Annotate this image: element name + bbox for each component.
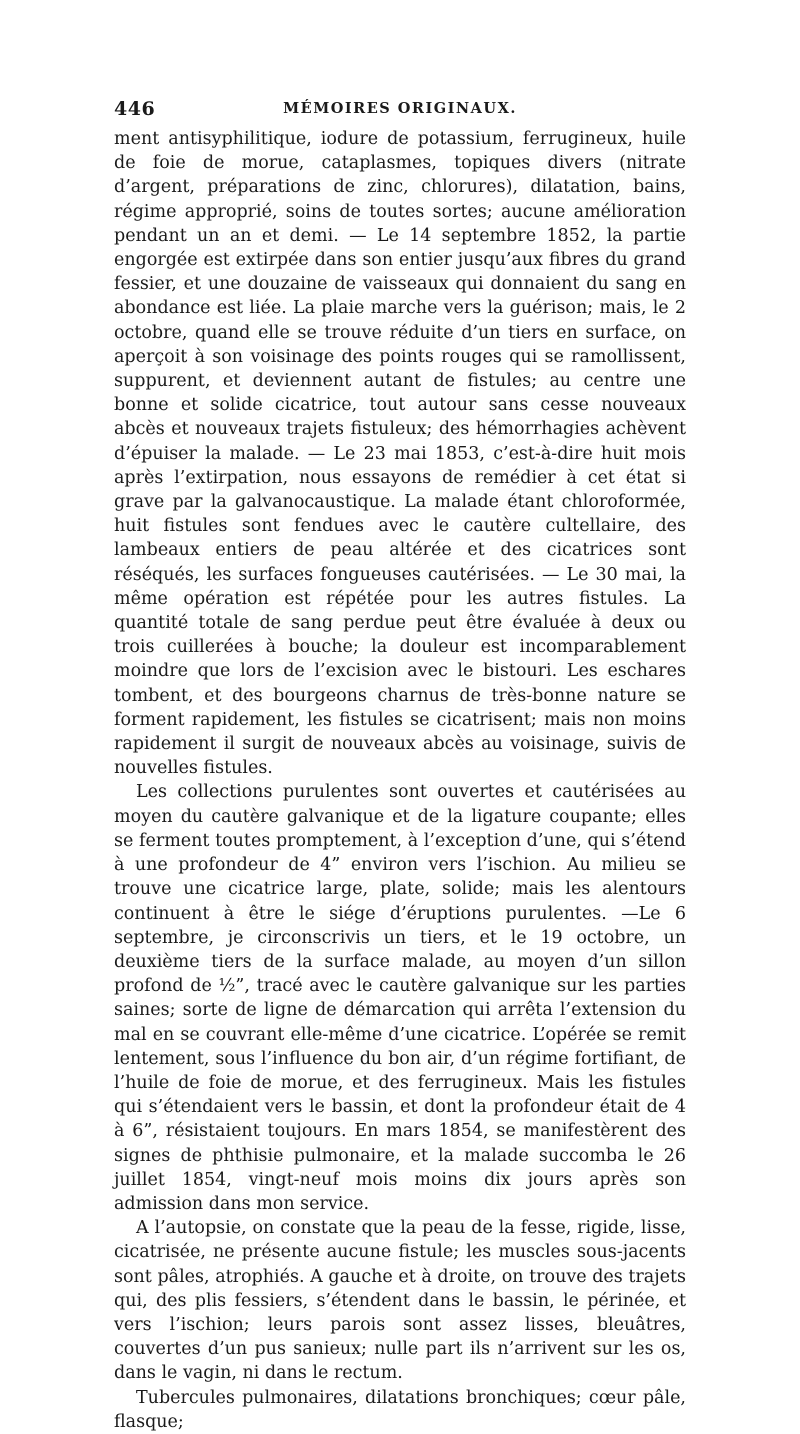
paragraph-tubercules: Tubercules pulmonaires, dilatations bronchiques; cœur pâle, flasque; <box>114 1387 686 1432</box>
paragraph-continuation: ment antisyphilitique, iodure de potassium, ferrugineux, huile de foie de morue, cataplasmes, topiques divers (nitrate d’argent, préparations de zinc, chlorures), dilatation, bains, régime approprié, soins de toutes sortes; aucune amélioration pendant un an et demi. — Le 14 septembre 1852, la partie engorgée est extirpée dans son entier jusqu’aux fibres du grand fessier, et une douzaine de vaisseaux qui donnaient du sang en abondance est liée. La plaie marche vers la guérison; mais, le 2 octobre, quand elle se trouve réduite d’un tiers en surface, on aperçoit à son voisinage des points rouges qui se ramollissent, suppurent, et deviennent autant de fistules; au centre une bonne et solide cicatrice, tout autour sans cesse nouveaux abcès et nouveaux trajets fistuleux; des hémorrhagies achèvent d’épuiser la malade. — Le 23 mai 1853, c’est-à-dire huit mois après l’extirpation, nous essayons de remédier à cet état si grave par la galvanocaustique. La malade étant chloroformée, huit fistules sont fendues avec le cautère cultellaire, des lambeaux entiers de peau altérée et des cicatrices sont réséqués, les surfaces fongueuses cautérisées. — Le 30 mai, la même opération est répétée pour les autres fistules. La quantité totale de sang perdue peut être évaluée à deux ou trois cuillerées à bouche; la douleur est incomparablement moindre que lors de l’excision avec le bistouri. Les eschares tombent, et des bourgeons charnus de très-bonne nature se forment rapidement, les fistules se cicatrisent; mais non moins rapidement il surgit de nouveaux abcès au voisinage, suivis de nouvelles fistules. <box>114 129 686 779</box>
page-header <box>114 98 686 126</box>
paragraph-collections: Les collections purulentes sont ouvertes et cautérisées au moyen du cautère galvanique et de la ligature coupante; elles se ferment toutes promptement, à l’exception d’une, qui s’étend à une profondeur de 4” environ vers l’ischion. Au milieu se trouve une cicatrice large, plate, solide; mais les alentours continuent à être le siége d’éruptions purulentes. —Le 6 septembre, je circonscrivis un tiers, et le 19 octobre, un deuxième tiers de la surface malade, au moyen d’un sillon profond de ½”, tracé avec le cautère galvanique sur les parties saines; sorte de ligne de démarcation qui arrêta l’extension du mal en se couvrant elle-même d’une cicatrice. L’opérée se remit lentement, sous l’influence du bon air, d’un régime fortifiant, de l’huile de foie de morue, et des ferrugineux. Mais les fistules qui s’étendaient vers le bassin, et dont la profondeur était de 4 à 6”, résistaient toujours. En mars 1854, se manifestèrent des signes de phthisie pulmonaire, et la malade succomba le 26 juillet 1854, vingt-neuf mois moins dix jours après son admission dans mon service. <box>114 782 686 1214</box>
running-title: MÉMOIRES ORIGINAUX. <box>283 100 517 117</box>
body-text <box>114 127 686 1434</box>
page-number: 446 <box>114 98 156 120</box>
paragraph-autopsy: A l’autopsie, on constate que la peau de la fesse, rigide, lisse, cicatrisée, ne présente aucune fistule; les muscles sous-jacents sont pâles, atrophiés. A gauche et à droite, on trouve des trajets qui, des plis fessiers, s’étendent dans le bassin, le périnée, et vers l’ischion; leurs parois sont assez lisses, bleuâtres, couvertes d’un pus sanieux; nulle part ils n’arrivent sur les os, dans le vagin, ni dans le rectum. <box>114 1218 686 1384</box>
